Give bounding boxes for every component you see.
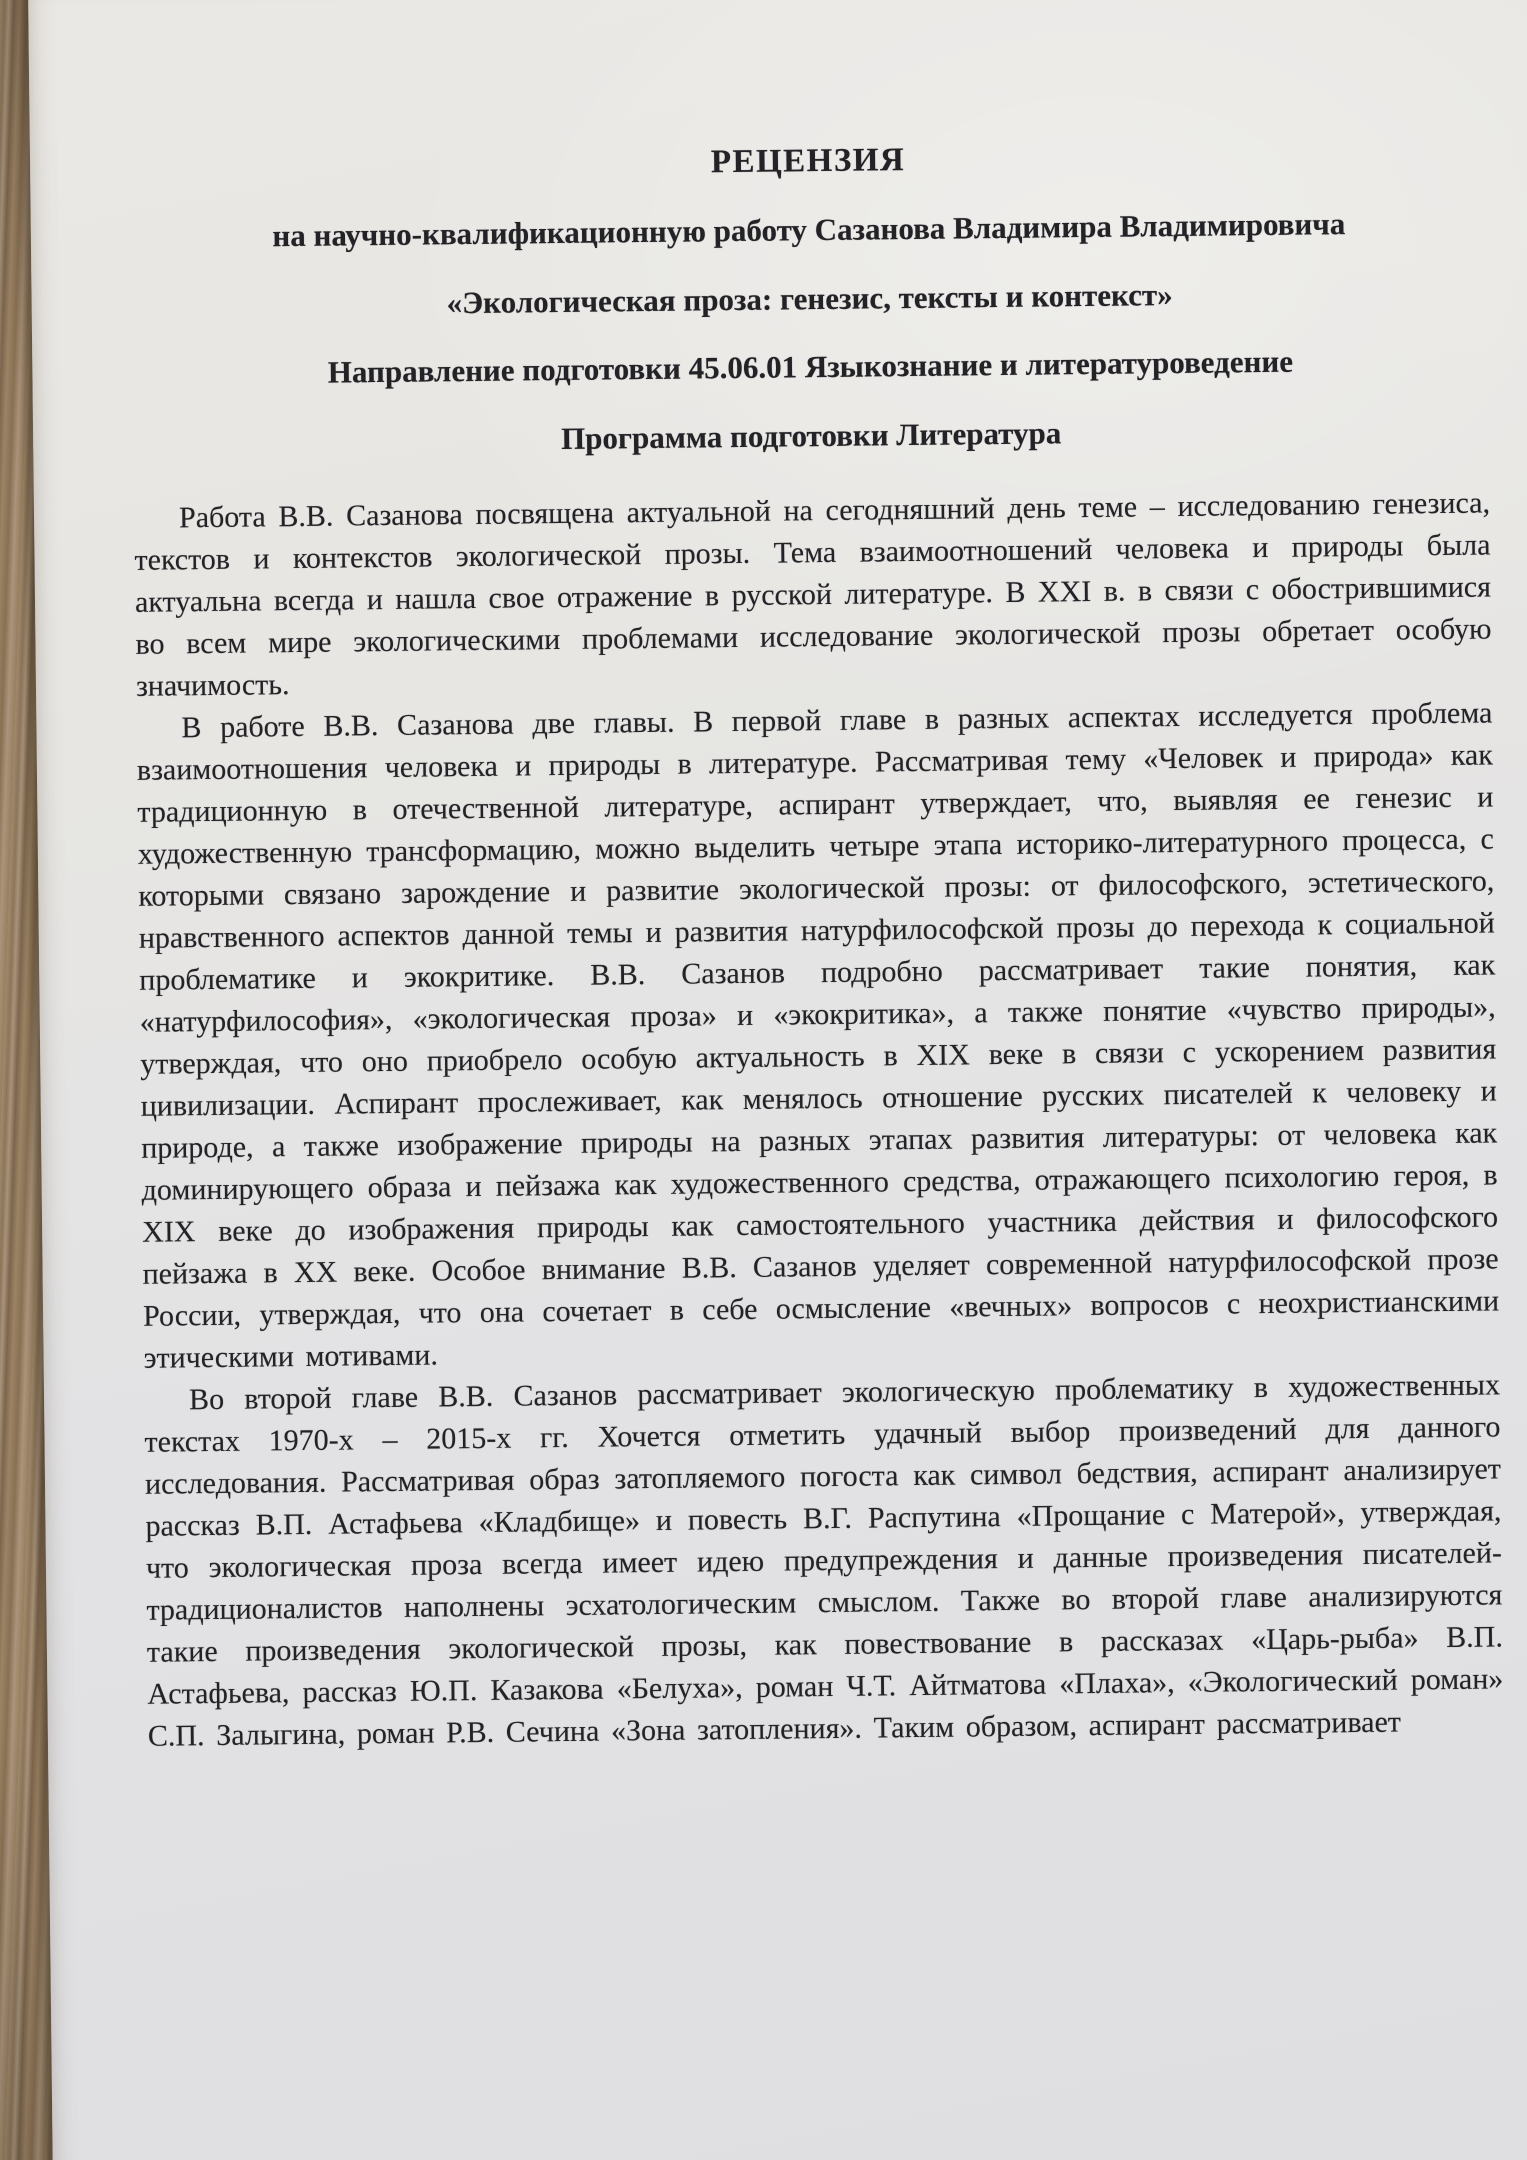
document-page bbox=[28, 0, 1527, 1758]
header-line-work-name: «Экологическая проза: генезис, тексты и контекст» bbox=[446, 276, 1173, 320]
header-line-program-name: Программа подготовки Литература bbox=[560, 415, 1062, 456]
header-line-program-code: Направление подготовки 45.06.01 Языкознание и литературоведение bbox=[327, 343, 1294, 390]
header-line-work-author: на научно-квалификационную работу Сазанова Владимира Владимировича bbox=[272, 206, 1346, 254]
paragraph-2: В работе В.В. Сазанова две главы. В первой главе в разных аспектах исследуется проблема взаимоотношения человека и природы в литературе. Рассматривая тему «Человек и природа» как традиционную в отечественной литературе, аспирант утверждает, что, выявляя ее генезис и художественную трансформацию, можно выделить четыре этапа историко-литературного процесса, с которыми связано зарождение и развитие экологической прозы: от философского, эстетического, нравственного аспектов данной темы и развития натурфилософской прозы до перехода к социальной проблематике и экокритике. В.В. Сазанов подробно рассматривает такие понятия, как «натурфилософия», «экологическая проза» и «экокритика», а также понятие «чувство природы», утверждая, что оно приобрело особую актуальность в XIX веке в связи с ускорением развития цивилизации. Аспирант прослеживает, как менялось отношение русских писателей к человеку и природе, а также изображение природы на разных этапах развития литературы: от человека как доминирующего образа и пейзажа как художественного средства, отражающего психологию героя, в XIX веке до изображения природы как самостоятельного участника действия и философского пейзажа в ХХ веке. Особое внимание В.В. Сазанов уделяет современной натурфилософской прозе России, утверждая, что она сочетает в себе осмысление «вечных» вопросов с неохристианскими этическими мотивами. bbox=[136, 695, 1500, 1375]
paragraph-3: Во второй главе В.В. Сазанов рассматривает экологическую проблематику в художественных текстах 1970-х – 2015-х гг. Хочется отметить удачный выбор произведений для данного исследования. Рассматривая образ затопляемого погоста как символ бедствия, аспирант анализирует рассказ В.П. Астафьева «Кладбище» и повесть В.Г. Распутина «Прощание с Матерой», утверждая, что экологическая проза всегда имеет идею предупреждения и данные произведения писателей-традиционалистов наполнены эсхатологическим смыслом. Также во второй главе анализируются такие произведения экологической прозы, как повествование в рассказах «Царь-рыба» В.П. Астафьева, рассказ Ю.П. Казакова «Белуха», роман Ч.Т. Айтматова «Плаха», «Экологический роман» С.П. Залыгина, роман Р.В. Сечина «Зона затопления». Таким образом, аспирант рассматривает bbox=[144, 1367, 1504, 1753]
document-title: РЕЦЕНЗИЯ bbox=[710, 142, 906, 181]
paragraph-1: Работа В.В. Сазанова посвящена актуальной на сегодняшний день теме – исследованию генезиса, текстов и контекстов экологической прозы. Тема взаимоотношений человека и природы была актуальна всегда и нашла свое отражение в русской литературе. В XXI в. в связи с обострившимися во всем мире экологическими проблемами исследование экологической прозы обретает особую значимость. bbox=[134, 486, 1492, 703]
paper-sheet bbox=[28, 0, 1527, 2160]
